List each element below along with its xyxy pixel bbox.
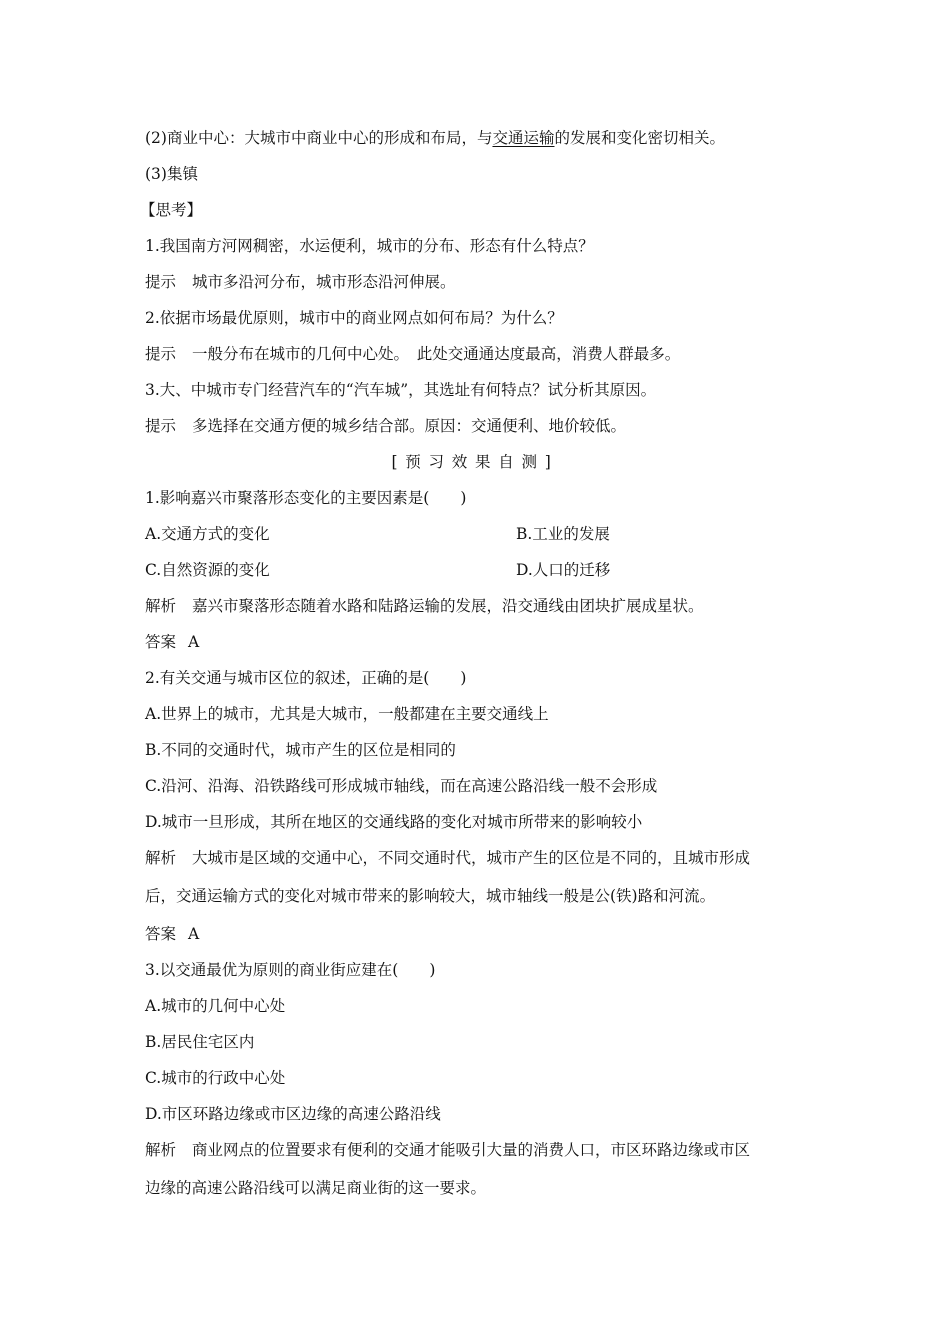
selftest-heading: [预习效果自测]: [391, 453, 559, 471]
question-1-option-a: A.交通方式的变化: [145, 525, 270, 543]
think-question-3: 3.大、中城市专门经营汽车的“汽车城”，其选址有何特点？试分析其原因。: [145, 381, 657, 399]
question-3-stem: 3.以交通最优为原则的商业街应建在( ): [145, 961, 436, 979]
answer-value: A: [188, 633, 200, 651]
hint-label: 提示: [145, 417, 177, 435]
answer-label: 答案: [145, 633, 177, 651]
analysis-label: 解析: [145, 1141, 177, 1159]
hint-label: 提示: [145, 273, 177, 291]
question-2-analysis-cont: 后，交通运输方式的变化对城市带来的影响较大，城市轴线一般是公(铁)路和河流。: [145, 887, 716, 905]
hint-label: 提示: [145, 345, 177, 363]
commercial-suffix: 的发展和变化密切相关。: [554, 129, 725, 147]
analysis-text: 商业网点的位置要求有便利的交通才能吸引大量的消费人口，市区环路边缘或市区: [192, 1141, 751, 1159]
analysis-label: 解析: [145, 597, 177, 615]
hint-text: 多选择在交通方便的城乡结合部。原因：交通便利、地价较低。: [192, 417, 627, 435]
question-3-analysis: [145, 1140, 750, 1160]
think-heading: 【思考】: [140, 201, 203, 219]
question-1-answer: [145, 632, 199, 652]
analysis-label: 解析: [145, 849, 177, 867]
question-2-option-d: D.城市一旦形成，其所在地区的交通线路的变化对城市所带来的影响较小: [145, 813, 643, 831]
question-2-stem: 2.有关交通与城市区位的叙述，正确的是( ): [145, 669, 467, 687]
underlined-keyword: 交通运输: [492, 129, 555, 147]
think-question-2: 2.依据市场最优原则，城市中的商业网点如何布局？为什么？: [145, 309, 563, 327]
question-1-stem: 1.影响嘉兴市聚落形态变化的主要因素是( ): [145, 489, 467, 507]
question-2-analysis: [145, 848, 750, 868]
question-2-option-c: C.沿河、沿海、沿铁路线可形成城市轴线，而在高速公路沿线一般不会形成: [145, 777, 658, 795]
question-2-option-a: A.世界上的城市，尤其是大城市，一般都建在主要交通线上: [145, 705, 549, 723]
question-1-option-c: C.自然资源的变化: [145, 561, 270, 579]
think-question-1: 1.我国南方河网稠密，水运便利，城市的分布、形态有什么特点？: [145, 237, 594, 255]
paragraph-town: (3)集镇: [145, 165, 198, 183]
hint-text: 城市多沿河分布，城市形态沿河伸展。: [192, 273, 456, 291]
question-2-option-b: B.不同的交通时代，城市产生的区位是相同的: [145, 741, 456, 759]
analysis-text: 大城市是区域的交通中心，不同交通时代，城市产生的区位是不同的，且城市形成: [192, 849, 751, 867]
question-3-option-d: D.市区环路边缘或市区边缘的高速公路沿线: [145, 1105, 441, 1123]
think-hint-3: [145, 416, 626, 436]
commercial-prefix: (2)商业中心：大城市中商业中心的形成和布局，与: [145, 129, 493, 147]
question-1-analysis: [145, 596, 704, 616]
think-hint-1: [145, 272, 456, 292]
question-1-option-d: D.人口的迁移: [516, 561, 611, 579]
answer-label: 答案: [145, 925, 177, 943]
question-2-answer: [145, 924, 199, 944]
hint-text: 一般分布在城市的几何中心处。 此处交通通达度最高，消费人群最多。: [192, 345, 681, 363]
answer-value: A: [188, 925, 200, 943]
question-1-option-b: B.工业的发展: [516, 525, 610, 543]
question-3-analysis-cont: 边缘的高速公路沿线可以满足商业街的这一要求。: [145, 1179, 487, 1197]
analysis-text: 嘉兴市聚落形态随着水路和陆路运输的发展，沿交通线由团块扩展成星状。: [192, 597, 704, 615]
think-hint-2: [145, 344, 680, 364]
question-3-option-a: A.城市的几何中心处: [145, 997, 286, 1015]
question-3-option-c: C.城市的行政中心处: [145, 1069, 286, 1087]
question-3-option-b: B.居民住宅区内: [145, 1033, 255, 1051]
paragraph-commercial-center: [145, 128, 725, 148]
